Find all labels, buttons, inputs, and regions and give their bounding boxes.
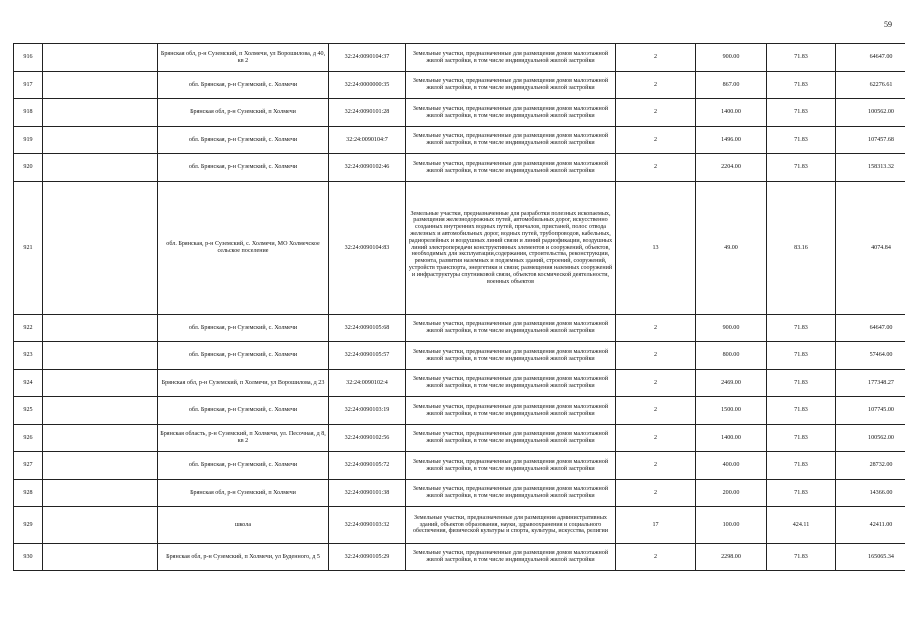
table-row <box>14 544 905 571</box>
table-row <box>14 154 905 182</box>
area-cell: 400.00 <box>696 452 767 480</box>
cadastral-value-cell: 158313.32 <box>836 154 905 182</box>
category-code-cell: 2 <box>616 342 696 370</box>
table-row <box>14 507 905 544</box>
empty-cell <box>43 154 158 182</box>
page-number: 59 <box>884 20 892 29</box>
address-cell: Брянская обл, р-н Суземский, п Холмечи, ул Ворошилова, д 23 <box>158 370 329 397</box>
cadastral-value-cell: 62276.61 <box>836 72 905 99</box>
table-row <box>14 315 905 342</box>
cadastral-number-cell: 32:24:0090103:19 <box>329 397 406 425</box>
land-use-cell: Земельные участки, предназначенные для размещения домов малоэтажной жилой застройки, в том числе индивидуальной жилой застройки <box>406 154 616 182</box>
rate-cell: 71.83 <box>767 99 836 127</box>
address-cell: обл. Брянская, р-н Суземский, с. Холмечи <box>158 452 329 480</box>
category-code-cell: 2 <box>616 44 696 72</box>
rate-cell: 83.16 <box>767 182 836 315</box>
cadastral-number-cell: 32:24:0000000:35 <box>329 72 406 99</box>
category-code-cell: 17 <box>616 507 696 544</box>
address-cell: обл. Брянская, р-н Суземский, с. Холмечи <box>158 315 329 342</box>
land-use-cell: Земельные участки, предназначенные для размещения домов малоэтажной жилой застройки, в том числе индивидуальной жилой застройки <box>406 99 616 127</box>
address-cell: обл. Брянская, р-н Суземский, с. Холмечи, МО Холмечское сельское поселение <box>158 182 329 315</box>
cadastral-value-cell: 100562.00 <box>836 425 905 452</box>
rate-cell: 71.83 <box>767 480 836 507</box>
table-body <box>14 44 905 571</box>
category-code-cell: 2 <box>616 315 696 342</box>
row-number: 928 <box>14 480 43 507</box>
table-row <box>14 480 905 507</box>
empty-cell <box>43 370 158 397</box>
category-code-cell: 2 <box>616 370 696 397</box>
category-code-cell: 2 <box>616 72 696 99</box>
row-number: 927 <box>14 452 43 480</box>
cadastral-value-cell: 57464.00 <box>836 342 905 370</box>
rate-cell: 71.83 <box>767 44 836 72</box>
area-cell: 100.00 <box>696 507 767 544</box>
empty-cell <box>43 397 158 425</box>
category-code-cell: 2 <box>616 544 696 571</box>
address-cell: обл. Брянская, р-н Суземский, с. Холмечи <box>158 397 329 425</box>
address-cell: Брянская обл, р-н Суземский, п Холмечи, ул Буденного, д 5 <box>158 544 329 571</box>
area-cell: 1400.00 <box>696 99 767 127</box>
land-use-cell: Земельные участки, предназначенные для размещения домов малоэтажной жилой застройки, в том числе индивидуальной жилой застройки <box>406 452 616 480</box>
row-number: 921 <box>14 182 43 315</box>
area-cell: 1500.00 <box>696 397 767 425</box>
area-cell: 2469.00 <box>696 370 767 397</box>
empty-cell <box>43 315 158 342</box>
category-code-cell: 2 <box>616 154 696 182</box>
area-cell: 2204.00 <box>696 154 767 182</box>
table-row <box>14 425 905 452</box>
row-number: 923 <box>14 342 43 370</box>
row-number: 922 <box>14 315 43 342</box>
empty-cell <box>43 452 158 480</box>
address-cell: Брянская обл, р-н Суземский, п Холмечи, ул Ворошилова, д 40, кв 2 <box>158 44 329 72</box>
row-number: 926 <box>14 425 43 452</box>
category-code-cell: 2 <box>616 99 696 127</box>
land-plots-table <box>13 43 905 571</box>
rate-cell: 71.83 <box>767 544 836 571</box>
cadastral-number-cell: 32:24:0090104:7 <box>329 127 406 154</box>
address-cell: обл. Брянская, р-н Суземский, с. Холмечи <box>158 127 329 154</box>
land-use-cell: Земельные участки, предназначенные для размещения административных зданий, объектов образования, науки, здравоохранения и социального обеспечения, физической культуры и спорта, культуры, искусства, религии <box>406 507 616 544</box>
land-use-cell: Земельные участки, предназначенные для разработки полезных ископаемых, размещения железнодорожных путей, автомобильных дорог, искусственно созданных внутренних водных путей, причалов, пристаней, полос отвода железных и автомобильных дорог, водных путей, трубопроводов, кабельных, радиорелейных и воздушных линий связи и линий радиофикации, воздушных линий электропередачи конструктивных элементов и сооружений, объектов, необходимых для эксплуатации,содержания, строительства, реконструкции, ремонта, развития наземных и подземных зданий, строений, сооружений, устройств транспорта, энергетики и связи; размещения наземных сооружений и инфраструктуры спутниковой связи, объектов космической деятельности, военных объектов <box>406 182 616 315</box>
table-row <box>14 182 905 315</box>
cadastral-value-cell: 64647.00 <box>836 315 905 342</box>
cadastral-number-cell: 32:24:0090105:57 <box>329 342 406 370</box>
rate-cell: 424.11 <box>767 507 836 544</box>
row-number: 919 <box>14 127 43 154</box>
cadastral-value-cell: 64647.00 <box>836 44 905 72</box>
empty-cell <box>43 544 158 571</box>
row-number: 925 <box>14 397 43 425</box>
cadastral-number-cell: 32:24:0090102:4 <box>329 370 406 397</box>
cadastral-number-cell: 32:24:0090104:83 <box>329 182 406 315</box>
area-cell: 867.00 <box>696 72 767 99</box>
address-cell: обл. Брянская, р-н Суземский, с. Холмечи <box>158 342 329 370</box>
cadastral-value-cell: 4074.84 <box>836 182 905 315</box>
cadastral-number-cell: 32:24:0090104:37 <box>329 44 406 72</box>
category-code-cell: 2 <box>616 452 696 480</box>
area-cell: 49.00 <box>696 182 767 315</box>
land-use-cell: Земельные участки, предназначенные для размещения домов малоэтажной жилой застройки, в том числе индивидуальной жилой застройки <box>406 544 616 571</box>
land-use-cell: Земельные участки, предназначенные для размещения домов малоэтажной жилой застройки, в том числе индивидуальной жилой застройки <box>406 315 616 342</box>
cadastral-number-cell: 32:24:0090101:28 <box>329 99 406 127</box>
category-code-cell: 2 <box>616 397 696 425</box>
land-use-cell: Земельные участки, предназначенные для размещения домов малоэтажной жилой застройки, в том числе индивидуальной жилой застройки <box>406 397 616 425</box>
cadastral-value-cell: 107457.68 <box>836 127 905 154</box>
empty-cell <box>43 99 158 127</box>
cadastral-value-cell: 14366.00 <box>836 480 905 507</box>
cadastral-value-cell: 42411.00 <box>836 507 905 544</box>
land-use-cell: Земельные участки, предназначенные для размещения домов малоэтажной жилой застройки, в том числе индивидуальной жилой застройки <box>406 425 616 452</box>
row-number: 930 <box>14 544 43 571</box>
rate-cell: 71.83 <box>767 315 836 342</box>
cadastral-value-cell: 100562.00 <box>836 99 905 127</box>
row-number: 918 <box>14 99 43 127</box>
rate-cell: 71.83 <box>767 342 836 370</box>
address-cell: обл. Брянская, р-н Суземский, с. Холмечи <box>158 72 329 99</box>
rate-cell: 71.83 <box>767 370 836 397</box>
cadastral-number-cell: 32:24:0090102:46 <box>329 154 406 182</box>
cadastral-number-cell: 32:24:0090105:68 <box>329 315 406 342</box>
address-cell: Брянская обл, р-н Суземский, п Холмечи <box>158 480 329 507</box>
empty-cell <box>43 480 158 507</box>
table-row <box>14 342 905 370</box>
category-code-cell: 2 <box>616 127 696 154</box>
category-code-cell: 2 <box>616 425 696 452</box>
empty-cell <box>43 72 158 99</box>
row-number: 920 <box>14 154 43 182</box>
area-cell: 1400.00 <box>696 425 767 452</box>
table-row <box>14 397 905 425</box>
land-use-cell: Земельные участки, предназначенные для размещения домов малоэтажной жилой застройки, в том числе индивидуальной жилой застройки <box>406 72 616 99</box>
table-row <box>14 99 905 127</box>
category-code-cell: 13 <box>616 182 696 315</box>
area-cell: 900.00 <box>696 315 767 342</box>
cadastral-number-cell: 32:24:0090102:56 <box>329 425 406 452</box>
rate-cell: 71.83 <box>767 72 836 99</box>
cadastral-value-cell: 107745.00 <box>836 397 905 425</box>
empty-cell <box>43 425 158 452</box>
area-cell: 900.00 <box>696 44 767 72</box>
empty-cell <box>43 342 158 370</box>
land-use-cell: Земельные участки, предназначенные для размещения домов малоэтажной жилой застройки, в том числе индивидуальной жилой застройки <box>406 480 616 507</box>
table-row <box>14 72 905 99</box>
area-cell: 800.00 <box>696 342 767 370</box>
land-use-cell: Земельные участки, предназначенные для размещения домов малоэтажной жилой застройки, в том числе индивидуальной жилой застройки <box>406 342 616 370</box>
table-row <box>14 370 905 397</box>
land-use-cell: Земельные участки, предназначенные для размещения домов малоэтажной жилой застройки, в том числе индивидуальной жилой застройки <box>406 44 616 72</box>
cadastral-number-cell: 32:24:0090101:38 <box>329 480 406 507</box>
land-use-cell: Земельные участки, предназначенные для размещения домов малоэтажной жилой застройки, в том числе индивидуальной жилой застройки <box>406 370 616 397</box>
rate-cell: 71.83 <box>767 452 836 480</box>
cadastral-value-cell: 28732.00 <box>836 452 905 480</box>
rate-cell: 71.83 <box>767 154 836 182</box>
address-cell: школа <box>158 507 329 544</box>
row-number: 916 <box>14 44 43 72</box>
rate-cell: 71.83 <box>767 127 836 154</box>
table-row <box>14 44 905 72</box>
cadastral-value-cell: 165065.34 <box>836 544 905 571</box>
rate-cell: 71.83 <box>767 425 836 452</box>
table-row <box>14 452 905 480</box>
row-number: 924 <box>14 370 43 397</box>
address-cell: обл. Брянская, р-н Суземский, с. Холмечи <box>158 154 329 182</box>
empty-cell <box>43 127 158 154</box>
cadastral-number-cell: 32:24:0090105:72 <box>329 452 406 480</box>
cadastral-number-cell: 32:24:0090105:29 <box>329 544 406 571</box>
area-cell: 1496.00 <box>696 127 767 154</box>
area-cell: 2298.00 <box>696 544 767 571</box>
address-cell: Брянская область, р-н Суземский, п Холмечи, ул. Песочная, д 8, кв 2 <box>158 425 329 452</box>
address-cell: Брянская обл, р-н Суземский, п Холмечи <box>158 99 329 127</box>
row-number: 929 <box>14 507 43 544</box>
cadastral-value-cell: 177348.27 <box>836 370 905 397</box>
area-cell: 200.00 <box>696 480 767 507</box>
rate-cell: 71.83 <box>767 397 836 425</box>
empty-cell <box>43 44 158 72</box>
table-row <box>14 127 905 154</box>
row-number: 917 <box>14 72 43 99</box>
land-use-cell: Земельные участки, предназначенные для размещения домов малоэтажной жилой застройки, в том числе индивидуальной жилой застройки <box>406 127 616 154</box>
cadastral-number-cell: 32:24:0090103:32 <box>329 507 406 544</box>
empty-cell <box>43 507 158 544</box>
empty-cell <box>43 182 158 315</box>
category-code-cell: 2 <box>616 480 696 507</box>
